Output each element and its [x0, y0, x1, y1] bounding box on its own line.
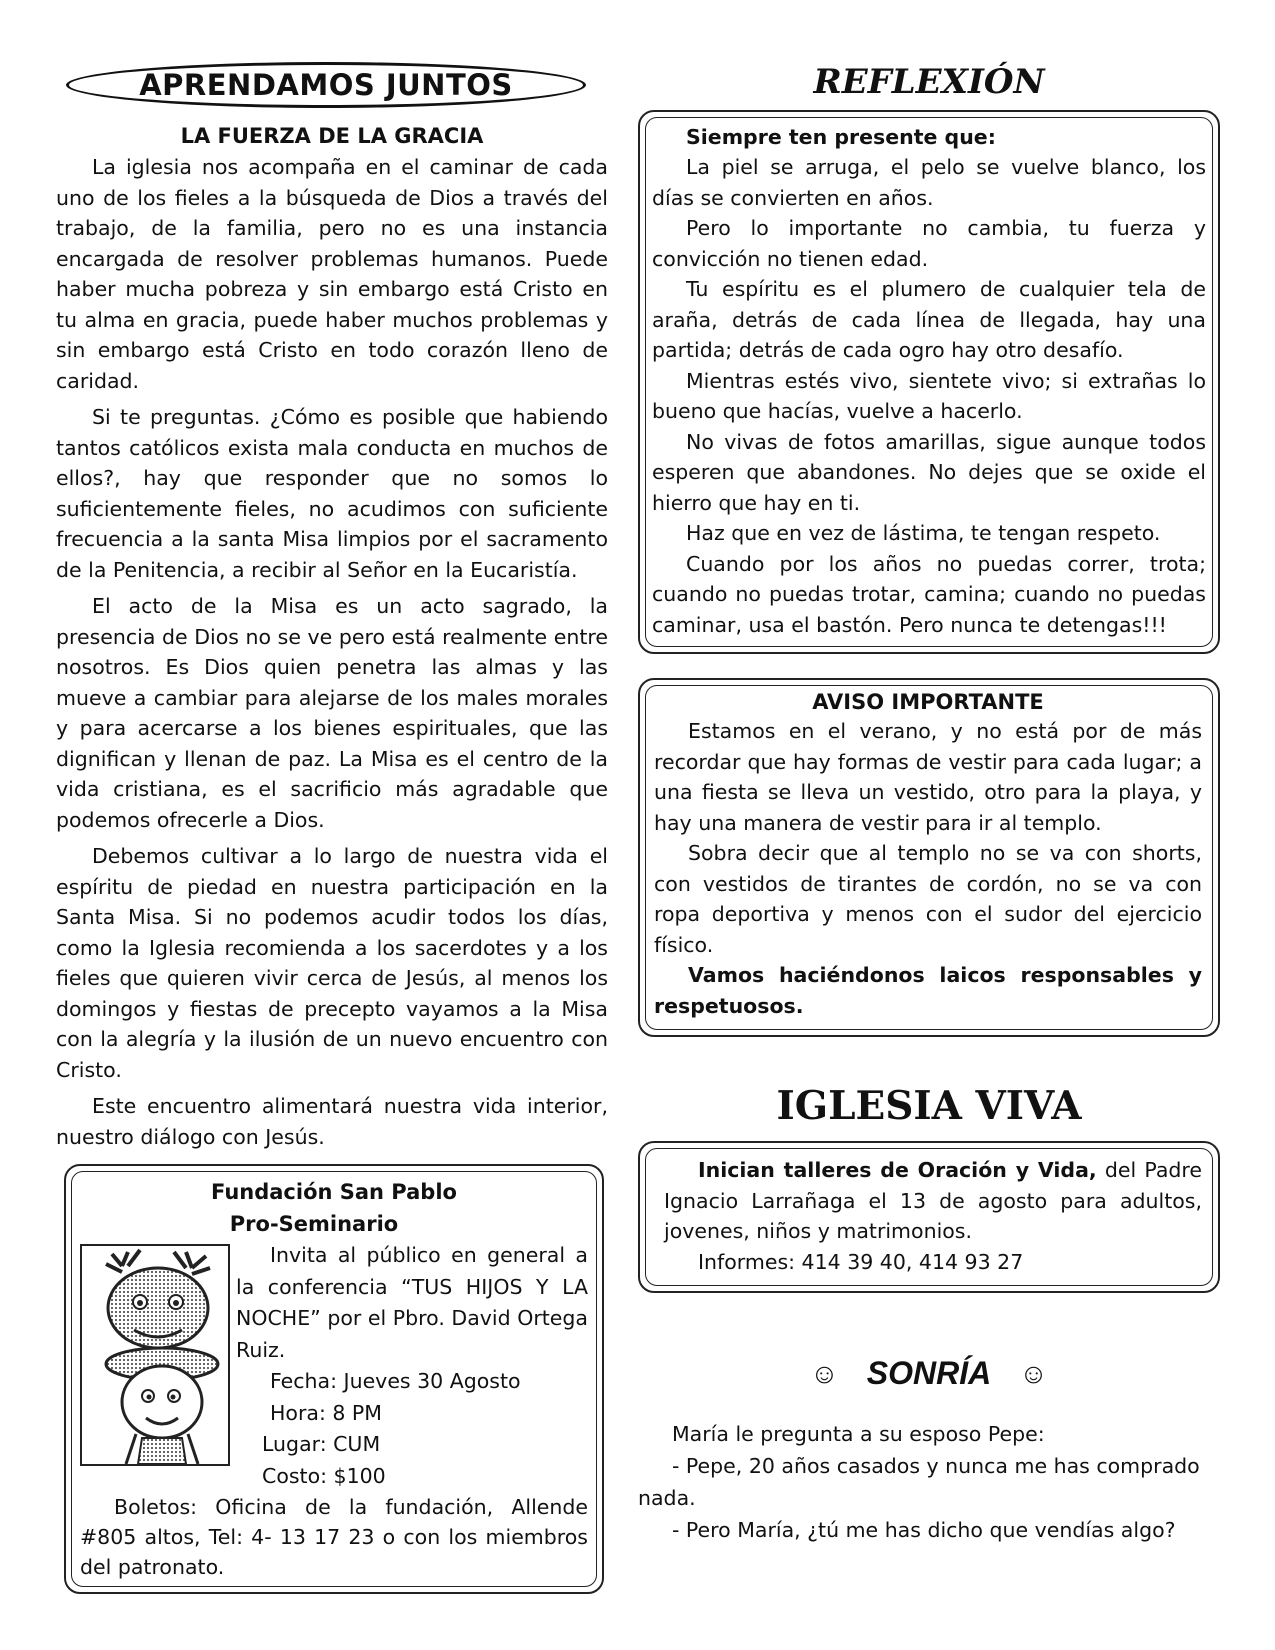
iglesia-viva-details: del Padre Ignacio Larrañaga el 13 de agosto para adultos, jovenes, niños y matrimonios. [664, 1158, 1203, 1243]
reflexion-paragraph: Haz que en vez de lástima, te tengan respeto. [686, 521, 1161, 545]
aviso-paragraph: Estamos en el verano, y no está por de más recordar que hay formas de vestir para cada lugar; a una fiesta se lleva un vestido, otro para la playa, y hay una manera de vestir para ir al templo. [654, 719, 1202, 835]
joke [638, 1418, 1220, 1546]
joke-line: - Pero María, ¿tú me has dicho que vendías algo? [672, 1518, 1176, 1542]
reflexion-title: REFLEXIÓN [813, 62, 1045, 102]
fundacion-row [80, 1240, 588, 1492]
fundacion-subtitle: Pro-Seminario [229, 1212, 399, 1236]
iglesia-viva-box [638, 1141, 1220, 1293]
fundacion-title: Fundación San Pablo [211, 1180, 457, 1204]
sonria-heading [638, 1355, 1220, 1392]
reflexion-lead: Siempre ten presente que: [686, 125, 996, 149]
article-paragraph: Si te preguntas. ¿Cómo es posible que habiendo tantos católicos exista mala conducta en muchos de ellos?, hay que responder que no somos lo suficientemente fieles, no acudimos con suficiente frecuencia a la santa Misa limpios por el sacramento de la Penitencia, a recibir al Señor en la Eucaristía. [56, 405, 608, 582]
reflexion-paragraph: No vivas de fotos amarillas, sigue aunque todos esperen que abandones. No dejes que se oxide el hierro que hay en ti. [652, 429, 1206, 515]
aviso-paragraph: Sobra decir que al templo no se va con shorts, con vestidos de tirantes de cordón, no se va con ropa deportiva y menos con el sudor del ejercicio físico. [654, 841, 1202, 957]
aviso-title: AVISO IMPORTANTE [812, 690, 1044, 714]
reflexion-paragraph: Tu espíritu es el plumero de cualquier tela de araña, detrás de cada línea de llegada, hay una partida; detrás de cada ogro hay otro desafío. [652, 277, 1206, 362]
article-subtitle: LA FUERZA DE LA GRACIA [180, 124, 484, 148]
fundacion-box [64, 1164, 604, 1594]
reflexion-paragraph: La piel se arruga, el pelo se vuelve blanco, los días se convierten en años. [652, 155, 1206, 210]
iglesia-viva-informes: Informes: 414 39 40, 414 93 27 [698, 1249, 1024, 1274]
fundacion-boletos: Boletos: Oficina de la fundación, Allende #805 altos, Tel: 4- 13 17 23 o con los miembros del patronato. [80, 1495, 588, 1579]
article-paragraph: Este encuentro alimentará nuestra vida interior, nuestro diálogo con Jesús. [56, 1094, 608, 1149]
smiley-icon: ☺ [1019, 1357, 1048, 1389]
fundacion-box-inner [71, 1171, 597, 1587]
reflexion-paragraph: Cuando por los años no puedas correr, trota; cuando no puedas trotar, camina; cuando no puedas caminar, usa el bastón. Pero nunca te detengas!!! [652, 551, 1206, 637]
right-column [638, 62, 1220, 1546]
smiley-icon: ☺ [810, 1357, 839, 1389]
iglesia-viva-lead: Inician talleres de Oración y Vida, [698, 1158, 1097, 1182]
sonria-title: SONRÍA [866, 1355, 992, 1391]
fundacion-fecha: Fecha: Jueves 30 Agosto [270, 1369, 521, 1393]
article-body [56, 152, 608, 1152]
reflexion-box-inner [645, 117, 1213, 647]
fundacion-details [236, 1240, 588, 1492]
reflexion-paragraph: Pero lo importante no cambia, tu fuerza y convicción no tienen edad. [652, 216, 1206, 271]
fundacion-hora: Hora: 8 PM [270, 1400, 382, 1425]
fundacion-invite: Invita al público en general a la conferencia “TUS HIJOS Y LA NOCHE” por el Pbro. David Ortega Ruiz. [236, 1243, 588, 1362]
aviso-closing: Vamos haciéndonos laicos responsables y respetuosos. [654, 963, 1202, 1018]
fundacion-costo: Costo: $100 [262, 1463, 386, 1488]
article-paragraph: El acto de la Misa es un acto sagrado, la presencia de Dios no se ve pero está realmente entre nosotros. Es Dios quien penetra las almas y las mueve a cambiar para alejarse de los males morales y para acercarse a los bienes espirituales, que las dignifican y llenan de paz. La Misa es el centro de la vida cristiana, es el sacrificio más agradable que podemos ofrecerle a Dios. [56, 594, 608, 832]
iglesia-viva-announcement [664, 1155, 1202, 1247]
reflexion-box [638, 110, 1220, 654]
joke-line: María le pregunta a su esposo Pepe: [672, 1422, 1045, 1446]
section-header: APRENDAMOS JUNTOS [139, 68, 513, 102]
article-paragraph: La iglesia nos acompaña en el caminar de cada uno de los fieles a la búsqueda de Dios a través del trabajo, de la familia, pero no es una instancia encargada de resolver problemas humanos. Puede haber mucha pobreza y sin embargo está Cristo en tu alma en gracia, puede haber muchos problemas y sin embargo está Cristo en todo corazón lleno de caridad. [56, 155, 608, 393]
section-header-oval [66, 62, 586, 108]
aviso-box [638, 678, 1220, 1037]
fundacion-lugar: Lugar: CUM [262, 1432, 381, 1456]
cartoon-illustration [80, 1244, 230, 1466]
cartoon-image [82, 1246, 228, 1464]
reflexion-paragraph: Mientras estés vivo, sientete vivo; si extrañas lo bueno que hacías, vuelve a hacerlo. [652, 368, 1206, 423]
aviso-box-inner [645, 685, 1213, 1030]
iglesia-viva-title: IGLESIA VIVA [776, 1083, 1082, 1129]
left-column [56, 62, 608, 1594]
article-paragraph: Debemos cultivar a lo largo de nuestra vida el espíritu de piedad en nuestra participación en la Santa Misa. Si no podemos acudir todos los días, como la Iglesia recomienda a los sacerdotes y a los fieles que quieren vivir cerca de Jesús, al menos los domingos y fiestas de precepto vayamos a la Misa con la alegría y la ilusión de un nuevo encuentro con Cristo. [56, 844, 608, 1082]
joke-line: - Pepe, 20 años casados y nunca me has comprado nada. [638, 1454, 1200, 1510]
iglesia-viva-box-inner [645, 1148, 1213, 1286]
